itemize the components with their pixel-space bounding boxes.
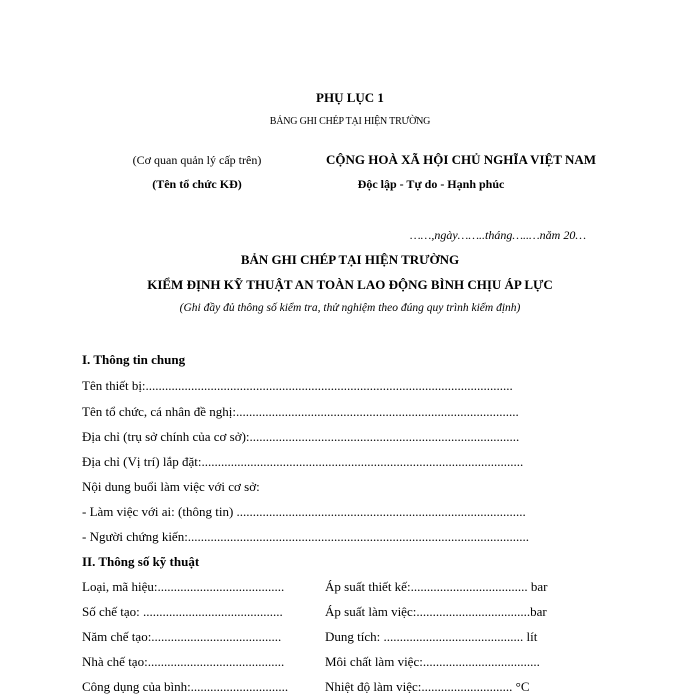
spec-volume: Dung tích: ........................................... lít: [325, 629, 538, 644]
spec-working-temperature: Nhiệt độ làm việc:............................ °C: [325, 679, 530, 694]
spec-serial-number: Số chế tạo: ...........................................: [82, 604, 283, 619]
agency-parent: (Cơ quan quản lý cấp trên): [132, 153, 262, 167]
field-head-office-address: Địa chỉ (trụ sở chính của cơ sở):...................................................................................: [82, 429, 520, 444]
section-general-heading: I. Thông tin chung: [82, 352, 186, 367]
nation-motto: Độc lập - Tự do - Hạnh phúc: [357, 177, 505, 191]
spec-working-medium: Môi chất làm việc:....................................: [325, 654, 540, 669]
field-contact-person: - Làm việc với ai: (thông tin) .........................................................................................: [82, 504, 526, 519]
spec-model: Loại, mã hiệu:.......................................: [82, 579, 285, 594]
spec-manufacturer: Nhà chế tạo:..........................................: [82, 654, 285, 669]
field-meeting-content: Nội dung buổi làm việc với cơ sở:: [82, 479, 260, 494]
spec-row: [82, 579, 607, 595]
spec-row: [82, 654, 607, 670]
field-witness: - Người chứng kiến:.........................................................................................................: [82, 529, 530, 544]
spec-row: [82, 679, 607, 695]
appendix-subtitle: BẢNG GHI CHÉP TẠI HIỆN TRƯỜNG: [269, 116, 431, 127]
spec-design-pressure: Áp suất thiết kế:.................................... bar: [325, 579, 548, 594]
spec-vessel-purpose: Công dụng của bình:..............................: [82, 679, 289, 694]
section-specs-heading: II. Thông số kỹ thuật: [82, 554, 200, 569]
agency-name: (Tên tổ chức KĐ): [152, 177, 242, 191]
spec-row: [82, 604, 607, 620]
spec-row: [82, 629, 607, 645]
appendix-title: PHỤ LỤC 1: [316, 90, 384, 105]
field-install-location: Địa chỉ (Vị trí) lắp đặt:...................................................................................................: [82, 454, 524, 469]
document-subtitle: KIỂM ĐỊNH KỸ THUẬT AN TOÀN LAO ĐỘNG BÌNH CHỊU ÁP LỰC: [147, 277, 553, 292]
document-title: BẢN GHI CHÉP TẠI HIỆN TRƯỜNG: [240, 252, 460, 267]
nation-title: CỘNG HOÀ XÃ HỘI CHỦ NGHĨA VIỆT NAM: [325, 152, 597, 167]
document-note: (Ghi đầy đủ thông số kiểm tra, thử nghiệm theo đúng quy trình kiểm định): [179, 302, 521, 314]
field-requesting-org: Tên tổ chức, cá nhân đề nghị:.......................................................................................: [82, 404, 519, 419]
spec-manufacture-year: Năm chế tạo:........................................: [82, 629, 282, 644]
date-line: ……,ngày……..tháng…..…năm 20…: [410, 228, 587, 242]
field-device-name: Tên thiết bị:.................................................................................................................: [82, 378, 513, 393]
spec-working-pressure: Áp suất làm việc:...................................bar: [325, 604, 547, 619]
